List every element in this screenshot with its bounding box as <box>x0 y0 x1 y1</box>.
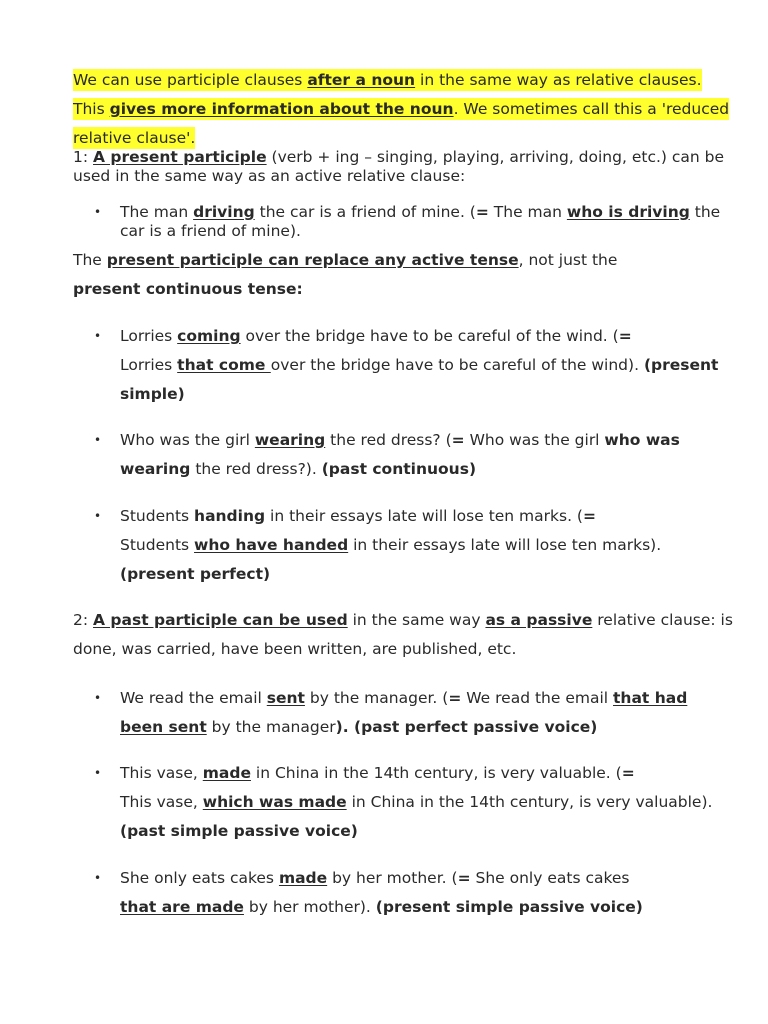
tense-label: (past simple passive voice) <box>120 822 358 840</box>
section-title: A past participle can be used <box>93 611 348 629</box>
list-item <box>94 502 730 589</box>
intro-emphasis: gives more information about the noun <box>109 100 454 118</box>
example-text: Students <box>120 536 195 554</box>
participle: sent <box>266 689 305 707</box>
example-text: in China in the 14th century, is very valuable). <box>346 793 713 811</box>
example-text: by her mother. ( <box>327 869 458 887</box>
intro-emphasis: after a noun <box>307 71 416 89</box>
example-text: Lorries <box>120 356 178 374</box>
section-1-heading <box>73 148 733 186</box>
example-text: in their essays late will lose ten marks. ( <box>265 507 583 525</box>
bullet-icon: • <box>94 329 102 343</box>
list-item <box>94 684 730 742</box>
example-text: over the bridge have to be careful of the wind). <box>270 356 644 374</box>
equals-sign: = <box>582 507 596 525</box>
note-emphasis: present continuous tense: <box>73 280 303 298</box>
list-item <box>94 426 730 484</box>
section-title: A present participle <box>93 148 267 166</box>
example-text: over the bridge have to be careful of the wind. ( <box>240 327 619 345</box>
section-title: as a passive <box>485 611 593 629</box>
relative-clause: which was made <box>202 793 347 811</box>
example-text: This vase, <box>120 793 203 811</box>
bullet-icon: • <box>94 509 102 523</box>
note-emphasis: present participle can replace any active tense <box>106 251 519 269</box>
intro-text: in the same way as relative clauses. This <box>73 71 702 118</box>
example-text: by her mother). <box>243 898 376 916</box>
section-text: in the same way <box>347 611 486 629</box>
list-item <box>94 322 730 409</box>
highlighted-text <box>73 69 729 149</box>
example-text: Who was the girl <box>464 431 605 449</box>
example-text: in China in the 14th century, is very valuable. ( <box>250 764 622 782</box>
relative-clause: who is driving <box>566 203 690 221</box>
note-paragraph <box>73 246 733 304</box>
example-text: Who was the girl <box>120 431 255 449</box>
example-text: She only eats cakes <box>470 869 630 887</box>
tense-label: (present simple) <box>120 356 719 403</box>
relative-clause: that are made <box>120 898 244 916</box>
equals-sign: = <box>621 764 635 782</box>
tense-label: (present simple passive voice) <box>375 898 643 916</box>
bullet-icon: • <box>94 205 102 219</box>
example-text: the red dress?). <box>190 460 322 478</box>
bullet-icon: • <box>94 871 102 885</box>
relative-clause: that come <box>177 356 271 374</box>
equals-sign: = <box>448 689 462 707</box>
example-text: Lorries <box>120 327 178 345</box>
equals-sign: = <box>451 431 465 449</box>
example-text: by the manager. ( <box>304 689 449 707</box>
example-text: The man <box>120 203 194 221</box>
intro-text: . We sometimes call this a 'reduced relative clause'. <box>73 100 730 147</box>
tense-label: ). (past perfect passive voice) <box>335 718 598 736</box>
note-text: , not just the <box>518 251 618 269</box>
bullet-icon: • <box>94 433 102 447</box>
example-text: in their essays late will lose ten marks). <box>348 536 662 554</box>
relative-clause: who was wearing <box>120 431 680 478</box>
participle: handing <box>194 507 266 525</box>
bullet-icon: • <box>94 766 102 780</box>
equals-sign: = <box>475 203 489 221</box>
participle: made <box>202 764 251 782</box>
intro-paragraph <box>73 66 733 153</box>
participle: coming <box>177 327 241 345</box>
relative-clause: who have handed <box>194 536 349 554</box>
example-text: by the manager <box>206 718 336 736</box>
example-text: We read the email <box>461 689 614 707</box>
tense-label: (present perfect) <box>120 565 271 583</box>
section-text: relative clause: is done, was carried, have been written, are published, etc. <box>73 611 733 658</box>
example-text: the car is a friend of mine. ( <box>254 203 476 221</box>
example-text: Students <box>120 507 195 525</box>
list-item <box>94 759 730 846</box>
example-text: the car is a friend of mine). <box>120 203 721 240</box>
note-text: The <box>73 251 107 269</box>
example-text: The man <box>488 203 567 221</box>
list-item <box>94 864 730 922</box>
section-2-heading <box>73 606 733 664</box>
example-text: This vase, <box>120 764 203 782</box>
intro-text: We can use participle clauses <box>73 71 308 89</box>
section-number: 2: <box>73 611 94 629</box>
tense-label: (past continuous) <box>321 460 477 478</box>
example-text: We read the email <box>120 689 267 707</box>
equals-sign: = <box>618 327 632 345</box>
section-number: 1: <box>73 148 94 166</box>
bullet-icon: • <box>94 691 102 705</box>
example-text: the red dress? ( <box>325 431 452 449</box>
section-text: (verb + ing – singing, playing, arriving, doing, etc.) can be used in the same way as an active relative clause: <box>73 148 725 185</box>
equals-sign: = <box>457 869 471 887</box>
list-item <box>94 203 730 241</box>
relative-clause: that had been sent <box>120 689 688 736</box>
participle: wearing <box>254 431 326 449</box>
participle: driving <box>193 203 255 221</box>
participle: made <box>278 869 328 887</box>
example-text: She only eats cakes <box>120 869 279 887</box>
